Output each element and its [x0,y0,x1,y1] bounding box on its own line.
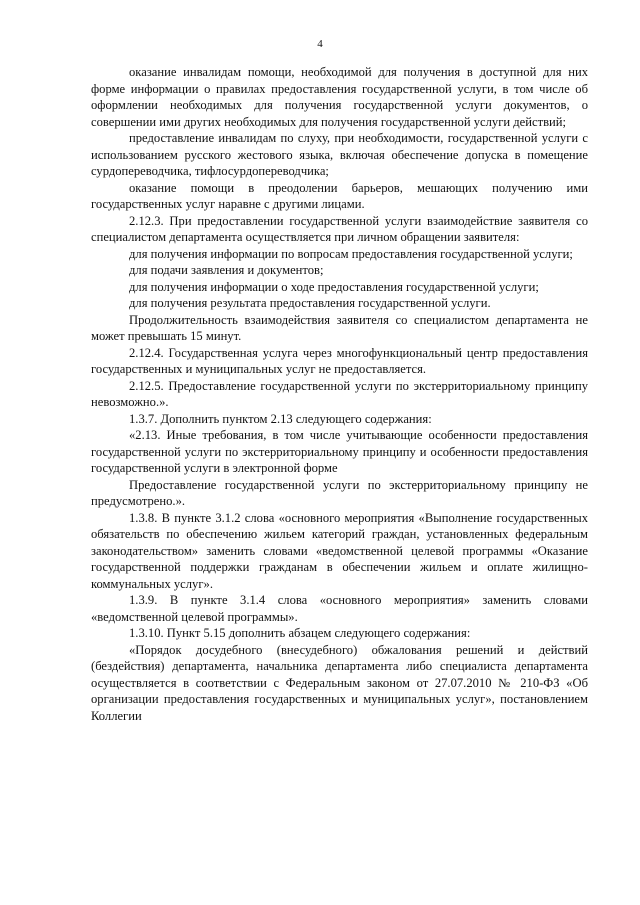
paragraph: 1.3.10. Пункт 5.15 дополнить абзацем следующего содержания: [129,626,471,640]
page-number: 4 [317,38,323,50]
paragraph: 2.12.3. При предоставлении государственной услуги взаимодействие заявителя со специалистом департамента осуществляется при личном обращении заявителя: [91,213,588,244]
paragraph: 1.3.9. В пункте 3.1.4 слова «основного мероприятия» заменить словами «ведомственной целевой программы». [91,593,588,624]
paragraph: оказание помощи в преодолении барьеров, мешающих получению ими государственных услуг наравне с другими лицами. [91,180,588,211]
document-body [91,64,588,724]
paragraph: «Порядок досудебного (внесудебного) обжалования решений и действий (бездействия) департамента, начальника департамента либо специалиста департамента осуществляется в соответствии с Федеральным законом от 27.07.2010 № 210-ФЗ «Об организации предоставления государственных и муниципальных услуг», постановлением Коллегии [91,642,588,723]
paragraph: Продолжительность взаимодействия заявителя со специалистом департамента не может превышать 15 минут. [91,312,588,343]
paragraph: Предоставление государственной услуги по экстерриториальному принципу не предусмотрено.». [91,477,588,508]
paragraph: для получения результата предоставления государственной услуги. [129,296,491,310]
paragraph: «2.13. Иные требования, в том числе учитывающие особенности предоставления государственной услуги по экстерриториальному принципу и особенности предоставления государственной услуги в электронной форме [91,428,588,475]
paragraph: 2.12.5. Предоставление государственной услуги по экстерриториальному принципу невозможно.». [91,378,588,409]
paragraph: 1.3.8. В пункте 3.1.2 слова «основного мероприятия «Выполнение государственных обязательств по обеспечению жильем категорий граждан, установленных федеральным законодательством» заменить словами «ведомственной целевой программы «Оказание государственной поддержки гражданам в обеспечении жильем и оплате жилищно-коммунальных услуг». [91,510,588,591]
paragraph: оказание инвалидам помощи, необходимой для получения в доступной для них форме информации о правилах предоставления государственной услуги, в том числе об оформлении необходимых для получения государственной услуги документов, о совершении ими других необходимых для получения государственной услуги действий; [91,65,588,129]
paragraph: 2.12.4. Государственная услуга через многофункциональный центр предоставления государственных и муниципальных услуг не предоставляется. [91,345,588,376]
paragraph: для получения информации по вопросам предоставления государственной услуги; [129,246,573,261]
paragraph: для получения информации о ходе предоставления государственной услуги; [129,279,539,294]
paragraph: для подачи заявления и документов; [129,263,324,277]
paragraph: предоставление инвалидам по слуху, при необходимости, государственной услуги с использованием русского жестового языка, включая обеспечение допуска в помещение сурдопереводчика, тифлосурдопереводчика; [91,131,588,178]
paragraph: 1.3.7. Дополнить пунктом 2.13 следующего содержания: [129,411,432,426]
